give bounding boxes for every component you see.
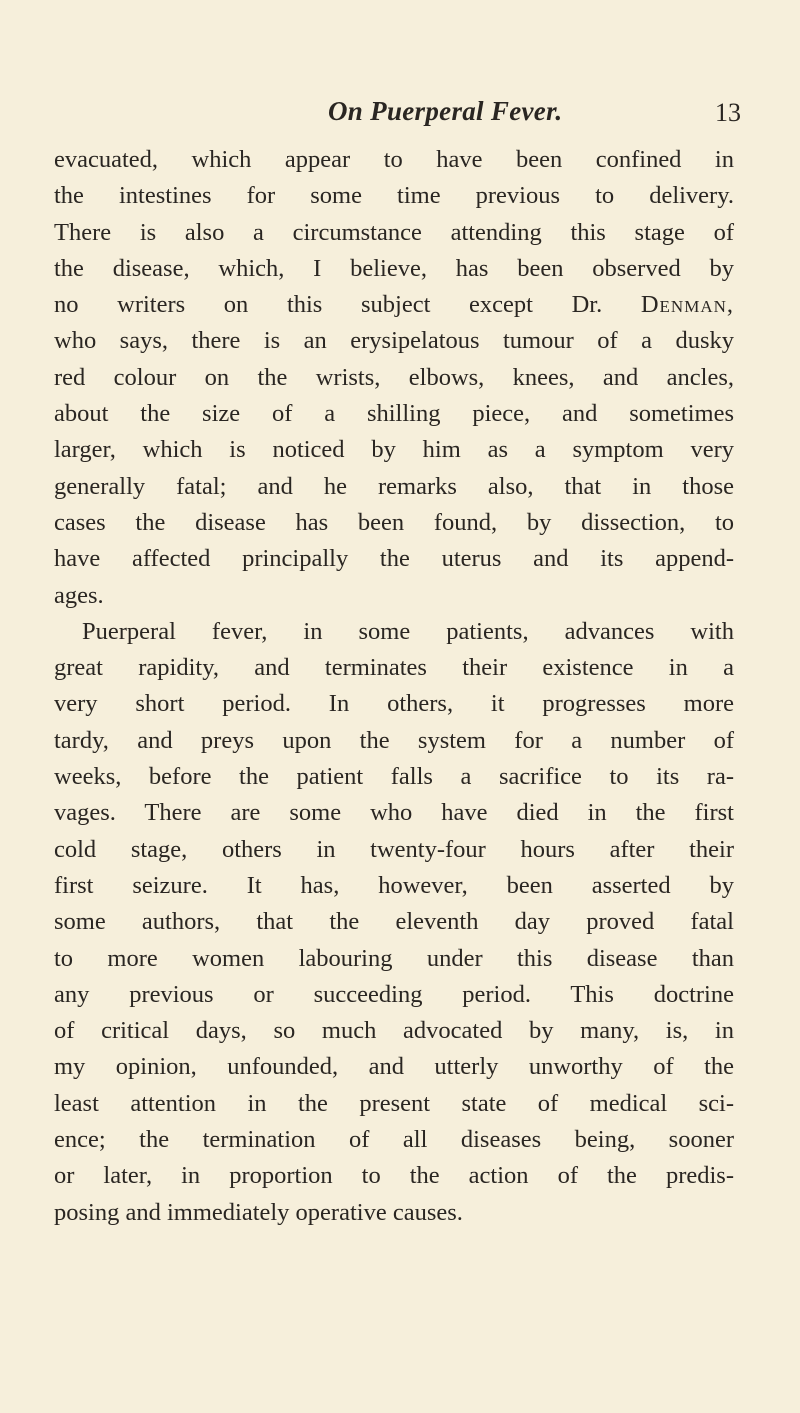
running-title: On Puerperal Fever.	[328, 96, 563, 126]
text-line: posing and immediately operative causes.	[54, 1198, 463, 1226]
page-number: 13	[715, 98, 741, 127]
text-line: There is also a circumstance attending this stage of	[54, 218, 734, 246]
text-line: least attention in the present state of medical sci-	[54, 1089, 734, 1117]
text-line: evacuated, which appear to have been confined in	[54, 146, 734, 173]
text-line: have affected principally the uterus and its append-	[54, 545, 734, 573]
paragraph-start-line: Puerperal fever, in some patients, advances with	[82, 617, 734, 645]
text-line: first seizure. It has, however, been asserted by	[54, 871, 734, 899]
text-line: cases the disease has been found, by dissection, to	[54, 508, 734, 536]
text-line: any previous or succeeding period. This doctrine	[54, 980, 734, 1008]
text-line: the intestines for some time previous to delivery.	[54, 182, 734, 210]
text-line: weeks, before the patient falls a sacrifice to its ra-	[54, 763, 734, 791]
text-line: to more women labouring under this disease than	[54, 944, 734, 972]
text-line: red colour on the wrists, elbows, knees, and ancles,	[54, 363, 734, 391]
text-line: my opinion, unfounded, and utterly unworthy of the	[54, 1053, 734, 1081]
text-line: about the size of a shilling piece, and sometimes	[54, 400, 734, 428]
text-line: who says, there is an erysipelatous tumour of a dusky	[54, 327, 734, 355]
author-name-small-caps: Denman,	[640, 291, 734, 319]
text-line: vages. There are some who have died in the first	[54, 799, 734, 827]
text-line: or later, in proportion to the action of the predis-	[54, 1162, 734, 1190]
text-line	[54, 287, 734, 323]
body-text	[54, 142, 734, 1231]
text-fragment: no writers on this subject except Dr.	[54, 291, 603, 319]
text-line: of critical days, so much advocated by many, is, in	[54, 1017, 734, 1045]
text-line: very short period. In others, it progresses more	[54, 690, 734, 718]
text-line: the disease, which, I believe, has been observed by	[54, 254, 734, 282]
text-line: cold stage, others in twenty-four hours after their	[54, 835, 734, 863]
text-line: some authors, that the eleventh day proved fatal	[54, 908, 734, 936]
text-line: ages.	[54, 581, 104, 609]
text-line: tardy, and preys upon the system for a number of	[54, 726, 734, 754]
running-head	[0, 96, 800, 140]
text-line: great rapidity, and terminates their existence in a	[54, 654, 734, 682]
text-line: generally fatal; and he remarks also, that in those	[54, 472, 734, 500]
text-line: ence; the termination of all diseases being, sooner	[54, 1126, 734, 1154]
text-line: larger, which is noticed by him as a symptom very	[54, 436, 734, 464]
